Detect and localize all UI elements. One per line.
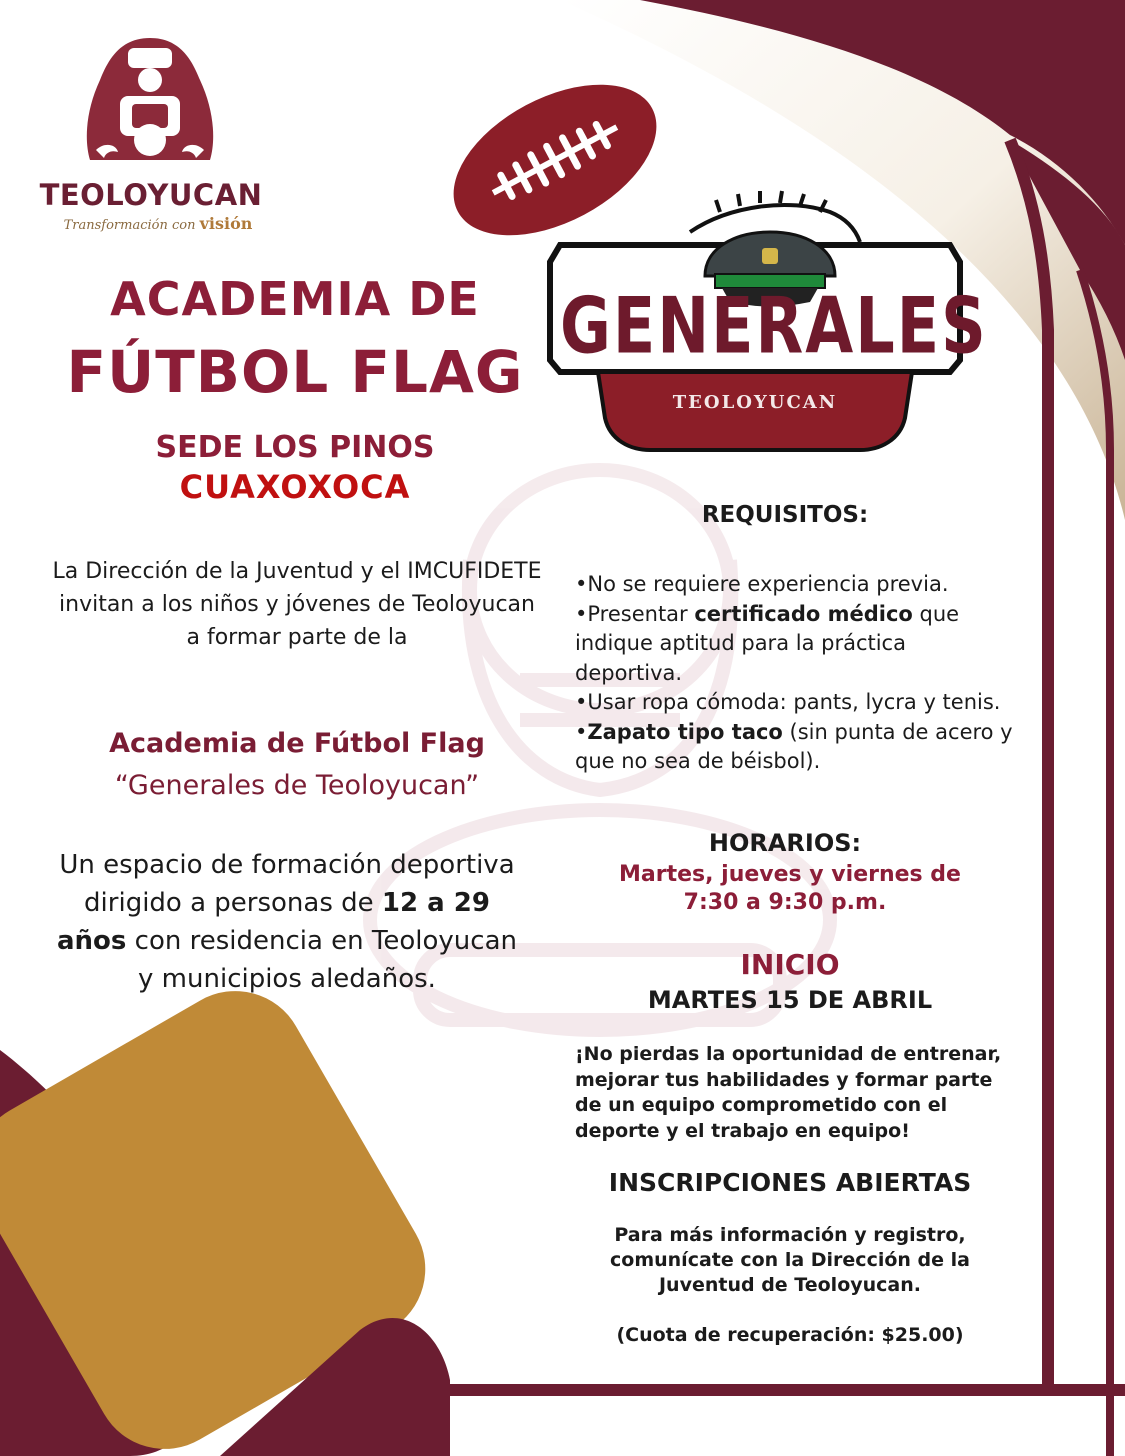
requirement-item bbox=[575, 570, 1015, 600]
registration-title: INSCRIPCIONES ABIERTAS bbox=[608, 1168, 972, 1197]
requirement-text: •Usar ropa cómoda: pants, lycra y tenis. bbox=[575, 690, 1001, 714]
logo-emblem-icon bbox=[87, 38, 213, 160]
academy-name: Academia de Fútbol Flag bbox=[109, 728, 485, 759]
schedule-days: Martes, jueves y viernes de bbox=[619, 862, 961, 887]
registration-fee: (Cuota de recuperación: $25.00) bbox=[616, 1324, 964, 1346]
logo-tagline-emph: visión bbox=[199, 214, 253, 233]
logo-tagline bbox=[38, 214, 278, 233]
requirement-bold: Zapato tipo taco bbox=[587, 719, 783, 744]
logo-tagline-prefix: Transformación con bbox=[63, 218, 200, 233]
requirement-item bbox=[575, 688, 1015, 718]
requirement-text: que indique aptitud para la práctica deportiva. bbox=[575, 601, 960, 685]
requirement-item bbox=[575, 718, 1015, 777]
requirement-text: (sin punta de acero y que no sea de béisbol). bbox=[575, 719, 1013, 773]
frame-line-vertical bbox=[1010, 140, 1048, 1390]
badge-title: GENERALES bbox=[560, 280, 988, 372]
intro-text: La Dirección de la Juventud y el IMCUFIDETE invitan a los niños y jóvenes de Teoloyucan a formar parte de la bbox=[52, 559, 542, 650]
venue-place: CUAXOXOCA bbox=[179, 468, 411, 506]
requirement-item bbox=[575, 600, 1015, 689]
description-before: Un espacio de formación deportiva dirigido a personas de bbox=[59, 850, 515, 918]
logo-wordmark: TEOLOYUCAN bbox=[39, 178, 263, 212]
requirement-text: •No se requiere experiencia previa. bbox=[575, 572, 949, 596]
venue-name: SEDE LOS PINOS bbox=[155, 430, 435, 465]
requirements-title: REQUISITOS: bbox=[701, 502, 869, 528]
description-after: con residencia en Teoloyucan y municipios aledaños. bbox=[126, 926, 517, 994]
call-to-action: ¡No pierdas la oportunidad de entrenar, mejorar tus habilidades y formar parte de un equipo comprometido con el deporte y el trabajo en equipo! bbox=[575, 1043, 1002, 1142]
description bbox=[52, 846, 522, 998]
badge-subtitle: TEOLOYUCAN bbox=[672, 392, 838, 413]
page-title-line-1: ACADEMIA DE bbox=[110, 272, 480, 326]
football-icon bbox=[429, 54, 681, 267]
schedule-title: HORARIOS: bbox=[708, 829, 862, 857]
requirements-list bbox=[575, 570, 1015, 777]
registration-info: Para más información y registro, comunícate con la Dirección de la Juventud de Teoloyucan. bbox=[610, 1224, 970, 1296]
description-age-range: 12 a 29 años bbox=[56, 888, 490, 956]
requirement-text: •Presentar bbox=[575, 601, 695, 626]
requirement-bold: certificado médico bbox=[694, 601, 913, 626]
start-label: INICIO bbox=[740, 948, 840, 981]
schedule-time: 7:30 a 9:30 p.m. bbox=[683, 890, 887, 915]
page-title-line-2: FÚTBOL FLAG bbox=[66, 338, 524, 406]
requirement-text: • bbox=[575, 719, 588, 744]
start-date: MARTES 15 DE ABRIL bbox=[647, 986, 933, 1014]
academy-quote: “Generales de Teoloyucan” bbox=[114, 770, 480, 801]
